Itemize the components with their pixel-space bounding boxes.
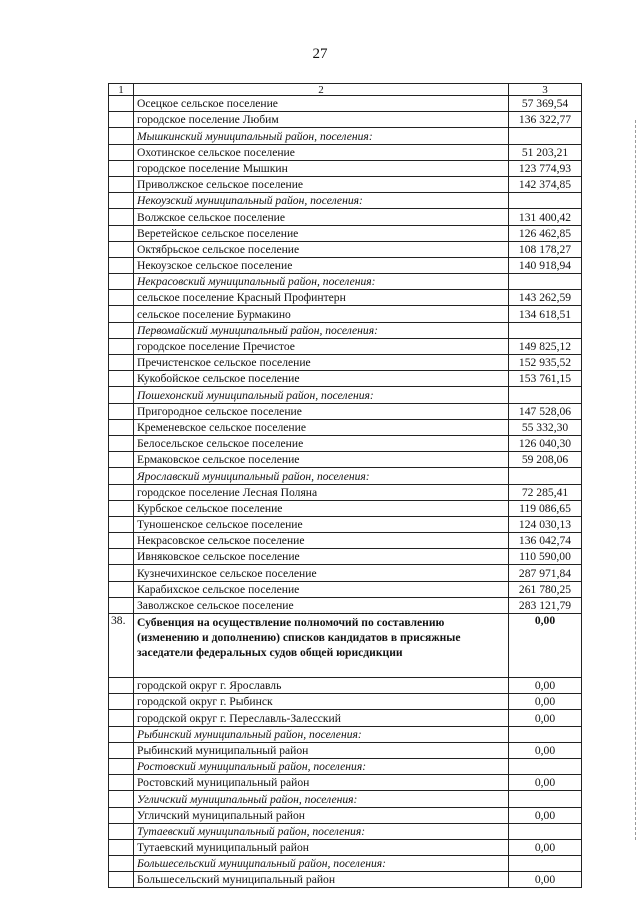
table-row: [109, 694, 582, 710]
subvention-title: Субвенция на осуществление полномочий по составлению (изменению и дополнению) списков кандидатов в присяжные заседатели федеральных судов общей юрисдикции: [134, 614, 509, 678]
settlement-name: Осецкое сельское поселение: [134, 96, 509, 112]
settlement-name: Тутаевский муниципальный район: [134, 839, 509, 855]
number-cell: [109, 484, 134, 500]
number-cell: [109, 290, 134, 306]
table-row: [109, 452, 582, 468]
settlement-name: Рыбинский муниципальный район: [134, 742, 509, 758]
table-row: [109, 435, 582, 451]
district-header-row: [109, 823, 582, 839]
number-cell: [109, 257, 134, 273]
item-number: 38.: [109, 614, 134, 678]
amount-value: 152 935,52: [509, 355, 582, 371]
settlement-name: городской округ г. Рыбинск: [134, 694, 509, 710]
amount-value: 123 774,93: [509, 160, 582, 176]
number-cell: [109, 823, 134, 839]
value-cell-empty: [509, 274, 582, 290]
number-cell: [109, 176, 134, 192]
number-cell: [109, 694, 134, 710]
amount-value: 283 121,79: [509, 597, 582, 613]
table-row: [109, 597, 582, 613]
district-header-row: [109, 758, 582, 774]
district-name: Первомайский муниципальный район, поселения:: [134, 322, 509, 338]
amount-value: 153 761,15: [509, 371, 582, 387]
number-cell: [109, 241, 134, 257]
value-cell-empty: [509, 128, 582, 144]
amount-value: 0,00: [509, 872, 582, 888]
number-cell: [109, 225, 134, 241]
amount-value: 59 208,06: [509, 452, 582, 468]
number-cell: [109, 872, 134, 888]
value-cell-empty: [509, 726, 582, 742]
number-cell: [109, 856, 134, 872]
settlement-name: городское поселение Лесная Поляна: [134, 484, 509, 500]
table-row: [109, 565, 582, 581]
table-row: [109, 839, 582, 855]
settlement-name: Приволжское сельское поселение: [134, 176, 509, 192]
table-row: [109, 419, 582, 435]
settlement-name: Ростовский муниципальный район: [134, 775, 509, 791]
table-row: [109, 338, 582, 354]
amount-value: 0,00: [509, 807, 582, 823]
settlement-name: городское поселение Пречистое: [134, 338, 509, 354]
amount-value: 136 042,74: [509, 533, 582, 549]
table-row: [109, 549, 582, 565]
table-row: [109, 306, 582, 322]
table-row: [109, 112, 582, 128]
amount-value: 55 332,30: [509, 419, 582, 435]
value-cell-empty: [509, 387, 582, 403]
settlement-name: Кузнечихинское сельское поселение: [134, 565, 509, 581]
number-cell: [109, 306, 134, 322]
number-cell: [109, 807, 134, 823]
number-cell: [109, 144, 134, 160]
amount-value: 0,00: [509, 839, 582, 855]
number-cell: [109, 500, 134, 516]
amount-value: 126 040,30: [509, 435, 582, 451]
amount-value: 143 262,59: [509, 290, 582, 306]
number-cell: [109, 726, 134, 742]
number-cell: [109, 322, 134, 338]
district-header-row: [109, 791, 582, 807]
amount-value: 124 030,13: [509, 516, 582, 532]
amount-value: 147 528,06: [509, 403, 582, 419]
amount-value: 287 971,84: [509, 565, 582, 581]
district-name: Ростовский муниципальный район, поселения:: [134, 758, 509, 774]
number-cell: [109, 468, 134, 484]
table-row: [109, 290, 582, 306]
settlement-name: городской округ г. Ярославль: [134, 678, 509, 694]
value-cell-empty: [509, 468, 582, 484]
settlement-name: сельское поселение Бурмакино: [134, 306, 509, 322]
amount-value: 136 322,77: [509, 112, 582, 128]
amount-value: 119 086,65: [509, 500, 582, 516]
settlement-name: Большесельский муниципальный район: [134, 872, 509, 888]
table-row: [109, 144, 582, 160]
table-row: [109, 371, 582, 387]
district-name: Ярославский муниципальный район, поселения:: [134, 468, 509, 484]
settlement-name: Карабихское сельское поселение: [134, 581, 509, 597]
settlement-name: Октябрьское сельское поселение: [134, 241, 509, 257]
district-name: Некрасовский муниципальный район, поселения:: [134, 274, 509, 290]
number-cell: [109, 581, 134, 597]
settlement-name: Некрасовское сельское поселение: [134, 533, 509, 549]
settlement-name: Кукобойское сельское поселение: [134, 371, 509, 387]
table-header-row: [109, 84, 582, 96]
amount-value: 108 178,27: [509, 241, 582, 257]
subsidy-table: [108, 83, 582, 888]
number-cell: [109, 403, 134, 419]
value-cell-empty: [509, 193, 582, 209]
number-cell: [109, 371, 134, 387]
number-cell: [109, 193, 134, 209]
number-cell: [109, 209, 134, 225]
subvention-row: [109, 614, 582, 678]
amount-value: 131 400,42: [509, 209, 582, 225]
number-cell: [109, 355, 134, 371]
number-cell: [109, 160, 134, 176]
value-cell-empty: [509, 322, 582, 338]
amount-value: 149 825,12: [509, 338, 582, 354]
amount-value: 51 203,21: [509, 144, 582, 160]
district-name: Мышкинский муниципальный район, поселения:: [134, 128, 509, 144]
district-header-row: [109, 322, 582, 338]
table-row: [109, 160, 582, 176]
settlement-name: сельское поселение Красный Профинтерн: [134, 290, 509, 306]
number-cell: [109, 775, 134, 791]
table-row: [109, 257, 582, 273]
amount-value: 57 369,54: [509, 96, 582, 112]
number-cell: [109, 791, 134, 807]
number-cell: [109, 96, 134, 112]
settlement-name: Белосельское сельское поселение: [134, 435, 509, 451]
settlement-name: Веретейское сельское поселение: [134, 225, 509, 241]
district-header-row: [109, 726, 582, 742]
settlement-name: Ивняковское сельское поселение: [134, 549, 509, 565]
settlement-name: Угличский муниципальный район: [134, 807, 509, 823]
table-row: [109, 96, 582, 112]
table-row: [109, 209, 582, 225]
settlement-name: Охотинское сельское поселение: [134, 144, 509, 160]
number-cell: [109, 742, 134, 758]
amount-value: 0,00: [509, 678, 582, 694]
district-header-row: [109, 274, 582, 290]
table-row: [109, 516, 582, 532]
table-row: [109, 484, 582, 500]
district-name: Рыбинский муниципальный район, поселения:: [134, 726, 509, 742]
number-cell: [109, 338, 134, 354]
table-row: [109, 355, 582, 371]
table-row: [109, 581, 582, 597]
table-row: [109, 742, 582, 758]
value-cell-empty: [509, 791, 582, 807]
table-row: [109, 241, 582, 257]
settlement-name: Заволжское сельское поселение: [134, 597, 509, 613]
settlement-name: Некоузское сельское поселение: [134, 257, 509, 273]
number-cell: [109, 839, 134, 855]
amount-value: 134 618,51: [509, 306, 582, 322]
header-col-3: 3: [509, 84, 582, 96]
table-row: [109, 872, 582, 888]
number-cell: [109, 452, 134, 468]
amount-value: 0,00: [509, 742, 582, 758]
header-col-2: 2: [134, 84, 509, 96]
number-cell: [109, 549, 134, 565]
value-cell-empty: [509, 823, 582, 839]
amount-value: 0,00: [509, 775, 582, 791]
settlement-name: Кременевское сельское поселение: [134, 419, 509, 435]
table-row: [109, 225, 582, 241]
amount-value: 0,00: [509, 710, 582, 726]
value-cell-empty: [509, 758, 582, 774]
number-cell: [109, 274, 134, 290]
settlement-name: городское поселение Мышкин: [134, 160, 509, 176]
header-col-1: 1: [109, 84, 134, 96]
table-row: [109, 710, 582, 726]
district-name: Угличский муниципальный район, поселения:: [134, 791, 509, 807]
number-cell: [109, 516, 134, 532]
number-cell: [109, 710, 134, 726]
number-cell: [109, 597, 134, 613]
table-row: [109, 403, 582, 419]
amount-value: 72 285,41: [509, 484, 582, 500]
number-cell: [109, 678, 134, 694]
number-cell: [109, 565, 134, 581]
amount-value: 142 374,85: [509, 176, 582, 192]
table-body: [109, 84, 582, 888]
district-name: Большесельский муниципальный район, поселения:: [134, 856, 509, 872]
amount-value: 126 462,85: [509, 225, 582, 241]
district-header-row: [109, 387, 582, 403]
table-row: [109, 807, 582, 823]
settlement-name: Пречистенское сельское поселение: [134, 355, 509, 371]
settlement-name: Туношенское сельское поселение: [134, 516, 509, 532]
page-number: 27: [312, 46, 328, 62]
table-row: [109, 176, 582, 192]
settlement-name: городской округ г. Переславль-Залесский: [134, 710, 509, 726]
district-name: Некоузский муниципальный район, поселения:: [134, 193, 509, 209]
settlement-name: городское поселение Любим: [134, 112, 509, 128]
settlement-name: Курбское сельское поселение: [134, 500, 509, 516]
amount-value: 140 918,94: [509, 257, 582, 273]
settlement-name: Волжское сельское поселение: [134, 209, 509, 225]
number-cell: [109, 128, 134, 144]
district-header-row: [109, 128, 582, 144]
table-row: [109, 678, 582, 694]
district-header-row: [109, 856, 582, 872]
district-header-row: [109, 193, 582, 209]
scan-edge-line: [632, 120, 636, 840]
amount-value: 110 590,00: [509, 549, 582, 565]
value-cell-empty: [509, 856, 582, 872]
number-cell: [109, 533, 134, 549]
district-name: Тутаевский муниципальный район, поселения:: [134, 823, 509, 839]
amount-value: 0,00: [509, 694, 582, 710]
number-cell: [109, 758, 134, 774]
table-row: [109, 775, 582, 791]
amount-value: 261 780,25: [509, 581, 582, 597]
number-cell: [109, 435, 134, 451]
number-cell: [109, 112, 134, 128]
number-cell: [109, 387, 134, 403]
subvention-value: 0,00: [509, 614, 582, 678]
settlement-name: Ермаковское сельское поселение: [134, 452, 509, 468]
settlement-name: Пригородное сельское поселение: [134, 403, 509, 419]
district-header-row: [109, 468, 582, 484]
district-name: Пошехонский муниципальный район, поселения:: [134, 387, 509, 403]
table-row: [109, 500, 582, 516]
number-cell: [109, 419, 134, 435]
table-row: [109, 533, 582, 549]
